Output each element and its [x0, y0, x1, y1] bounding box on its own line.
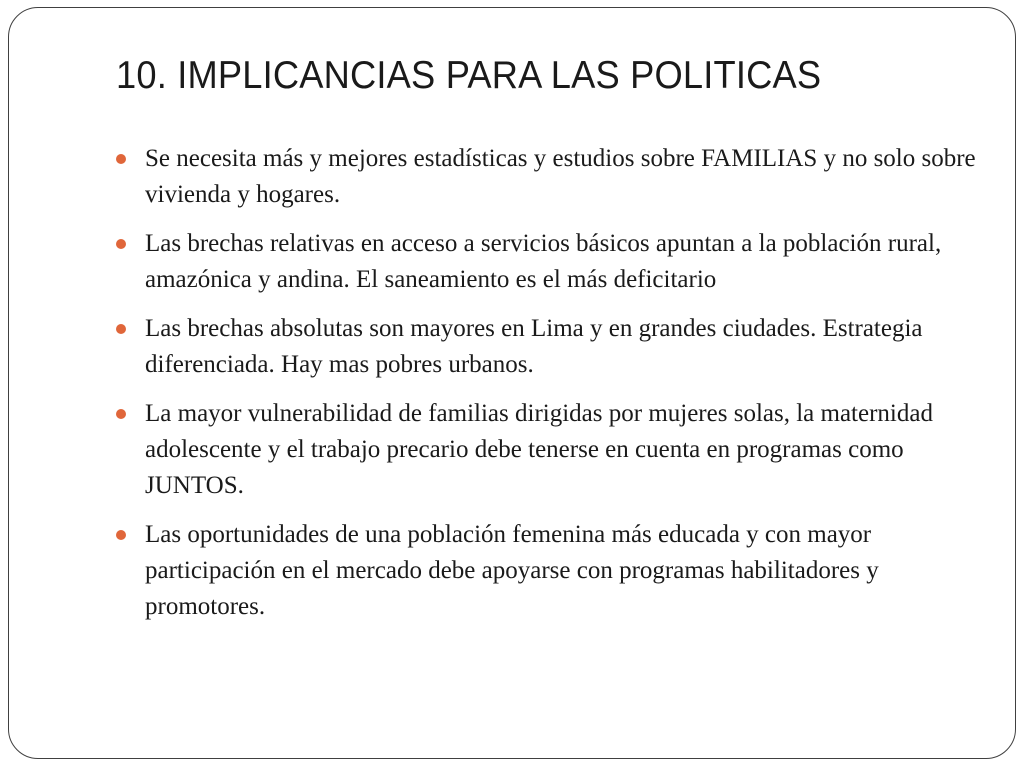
bullet-dot-icon [116, 154, 126, 164]
bullet-item [116, 517, 976, 625]
bullet-dot-icon [116, 324, 126, 334]
bullet-text: Las oportunidades de una población femenina más educada y con mayor participación en el mercado debe apoyarse con programas habilitadores y promotores. [145, 521, 879, 620]
bullet-text: Las brechas absolutas son mayores en Lima y en grandes ciudades. Estrategia diferenciada. Hay mas pobres urbanos. [145, 315, 923, 378]
bullet-dot-icon [116, 239, 126, 249]
bullet-list [116, 141, 976, 638]
bullet-text: Se necesita más y mejores estadísticas y estudios sobre FAMILIAS y no solo sobre vivienda y hogares. [145, 145, 976, 208]
bullet-dot-icon [116, 409, 126, 419]
bullet-item [116, 226, 976, 298]
bullet-text: Las brechas relativas en acceso a servicios básicos apuntan a la población rural, amazónica y andina. El saneamiento es el más deficitario [145, 230, 942, 293]
bullet-item [116, 396, 976, 504]
bullet-item [116, 141, 976, 213]
bullet-text: La mayor vulnerabilidad de familias dirigidas por mujeres solas, la maternidad adolescente y el trabajo precario debe tenerse en cuenta en programas como JUNTOS. [145, 400, 933, 499]
bullet-dot-icon [116, 530, 126, 540]
bullet-item [116, 311, 976, 383]
slide-title: 10. IMPLICANCIAS PARA LAS POLITICAS [116, 54, 822, 97]
